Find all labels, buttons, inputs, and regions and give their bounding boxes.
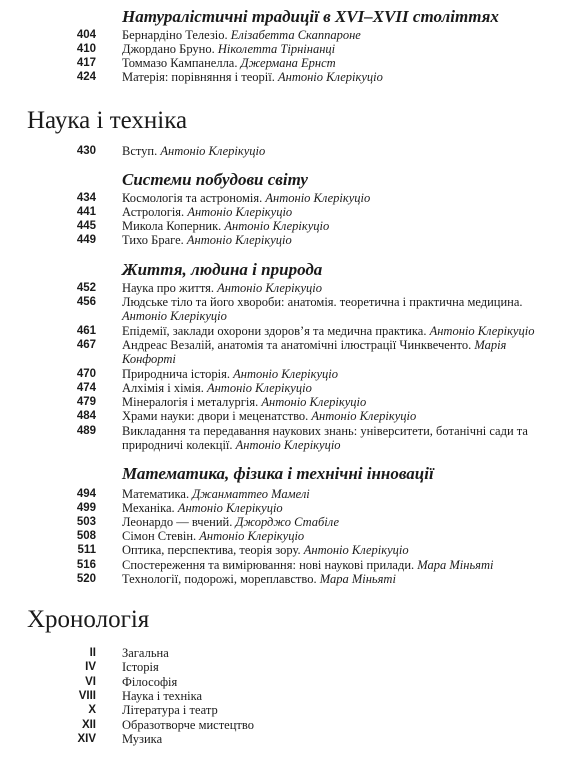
- entry-author: Антоніо Клерікуціо: [186, 233, 292, 247]
- subheading-life-man-nature: Життя, людина і природа: [122, 260, 323, 279]
- page-number: 470: [76, 368, 96, 380]
- entry-title: Природнича історія.: [122, 367, 234, 381]
- entry-text: [122, 558, 550, 572]
- entry-author: Марія Конфорті: [122, 338, 507, 367]
- entry-title: Джордано Бруно.: [122, 42, 218, 56]
- page-number: 445: [76, 220, 96, 232]
- page-number: 511: [77, 544, 96, 556]
- entry-title: Наука про життя.: [122, 281, 218, 295]
- entry-title: Храми науки: двори і меценатство.: [122, 409, 312, 423]
- entry-text: [122, 281, 550, 295]
- entry-author: Антоніо Клерікуціо: [217, 281, 323, 295]
- entry-title: Музика: [122, 732, 163, 746]
- entry-text: [122, 572, 550, 586]
- page-number: 489: [76, 425, 96, 437]
- entry-text: [122, 409, 550, 423]
- page-number: 494: [76, 488, 96, 500]
- entry-author: Джермана Ернст: [240, 56, 336, 70]
- page-number: 404: [76, 29, 96, 41]
- section-heading-science-technology: Наука і техніка: [27, 107, 188, 134]
- entry-text: [122, 424, 550, 453]
- page-number: XIV: [77, 733, 96, 745]
- entry-text: [122, 28, 550, 42]
- entry-author: Антоніо Клерікуціо: [261, 395, 367, 409]
- entry-text: [122, 515, 550, 529]
- page-number: VIII: [78, 690, 96, 702]
- entry-author: Антоніо Клерікуціо: [265, 191, 371, 205]
- entry-author: Антоніо Клерікуціо: [160, 144, 266, 158]
- entry-text: [122, 543, 550, 557]
- entry-title: Андреас Везалій, анатомія та анатомічні ілюстрації Чинквеченто.: [122, 338, 475, 352]
- entry-author: Джанматтео Мамелі: [192, 487, 310, 501]
- page-number: 474: [76, 382, 96, 394]
- page-number: XII: [81, 719, 96, 731]
- entry-text: [122, 70, 550, 84]
- page-number: 430: [76, 145, 96, 157]
- page-number: 449: [76, 234, 96, 246]
- entry-title: Загальна: [122, 646, 169, 660]
- entry-title: Спостереження та вимірювання: нові наукові прилади.: [122, 558, 418, 572]
- entry-author: Антоніо Клерікуціо: [177, 501, 283, 515]
- page-number: VI: [85, 676, 96, 688]
- page-number: 452: [76, 282, 96, 294]
- page-number: 467: [76, 339, 96, 351]
- entry-author: Антоніо Клерікуціо: [224, 219, 330, 233]
- entry-title: Тихо Браге.: [122, 233, 187, 247]
- entry-author: Антоніо Клерікуціо: [235, 438, 341, 453]
- page-number: II: [89, 647, 96, 659]
- entry-author: Антоніо Клерікуціо: [187, 205, 293, 219]
- entry-text: [122, 42, 550, 56]
- entry-text: [122, 501, 550, 515]
- subheading-world-systems: Системи побудови світу: [122, 170, 308, 189]
- entry-title: Людське тіло та його хвороби: анатомія. теоретична і практична медицина.: [122, 295, 523, 309]
- section-heading-chronology: Хронологія: [27, 606, 150, 633]
- entry-author: Джорджо Стабіле: [235, 515, 340, 529]
- page-number: 508: [76, 530, 96, 542]
- entry-author: Антоніо Клерікуціо: [233, 367, 338, 381]
- entry-author: Ніколетта Тірнінанці: [217, 42, 336, 56]
- entry-title: Оптика, перспектива, теорія зору.: [122, 543, 304, 557]
- entry-author: Мара Міньяті: [417, 558, 494, 572]
- entry-text: [122, 233, 550, 247]
- entry-author: Антоніо Клерікуціо: [429, 324, 535, 338]
- entry-text: [122, 395, 550, 409]
- page-number: 424: [76, 71, 96, 83]
- entry-text: [122, 338, 550, 367]
- entry-title: Мінералогія і металургія.: [122, 395, 262, 409]
- entry-title: Література і театр: [122, 703, 218, 717]
- page-number: 484: [76, 410, 96, 422]
- entry-text: [122, 324, 550, 338]
- entry-title: Сімон Стевін.: [122, 529, 200, 543]
- page-number: 410: [76, 43, 96, 55]
- entry-title: Матерія: порівняння і теорії.: [122, 70, 278, 84]
- entry-author: Елізабетта Скаппароне: [230, 28, 361, 42]
- entry-text: [122, 529, 550, 543]
- entry-text: [122, 56, 550, 70]
- entry-text: [122, 219, 550, 233]
- entry-author: Антоніо Клерікуціо: [199, 529, 305, 543]
- entry-title: Викладання та передавання наукових знань: університети, ботанічні сади та природничі колекції.: [122, 424, 528, 453]
- page-number: 516: [76, 559, 96, 571]
- page-number: 479: [76, 396, 96, 408]
- entry-title: Бернардіно Телезіо.: [122, 28, 231, 42]
- entry-title: Історія: [122, 660, 159, 674]
- subheading-naturalistic-traditions: Натуралістичні традиції в XVI–XVII століттях: [122, 7, 499, 26]
- entry-author: Антоніо Клерікуціо: [277, 70, 383, 84]
- entry-text: [122, 205, 550, 219]
- entry-title: Математика.: [122, 487, 193, 501]
- page-number: 499: [76, 502, 96, 514]
- page-number: 520: [76, 573, 96, 585]
- entry-title: Філософія: [122, 675, 178, 689]
- entry-author: Антоніо Клерікуціо: [303, 543, 409, 557]
- page-number: 441: [76, 206, 96, 218]
- page-number: IV: [85, 661, 96, 673]
- page-number: 461: [76, 325, 96, 337]
- subheading-math-physics: Математика, фізика і технічні інновації: [122, 464, 434, 483]
- entry-title: Алхімія і хімія.: [122, 381, 207, 395]
- entry-title: Микола Коперник.: [122, 219, 225, 233]
- entry-text: [122, 367, 550, 381]
- entry-title: Леонардо — вчений.: [122, 515, 236, 529]
- entry-title: Томмазо Кампанелла.: [122, 56, 241, 70]
- entry-text: [122, 487, 550, 501]
- entry-text: [122, 295, 550, 324]
- entry-author: Мара Міньяті: [319, 572, 396, 586]
- entry-title: Епідемії, заклади охорони здоров’я та медична практика.: [122, 324, 430, 338]
- page-number: X: [88, 704, 96, 716]
- entry-title: Механіка.: [122, 501, 178, 515]
- entry-text: [122, 144, 550, 158]
- entry-title: Наука і техніка: [122, 689, 203, 703]
- page-number: 434: [76, 192, 96, 204]
- page-number: 456: [76, 296, 96, 308]
- page-number: 417: [76, 57, 96, 69]
- entry-author: Антоніо Клерікуціо: [206, 381, 312, 395]
- entry-author: Антоніо Клерікуціо: [122, 309, 227, 324]
- entry-title: Образотворче мистецтво: [122, 718, 254, 732]
- page-number: 503: [76, 516, 96, 528]
- entry-author: Антоніо Клерікуціо: [311, 409, 417, 423]
- entry-text: [122, 191, 550, 205]
- entry-text: [122, 381, 550, 395]
- entry-title: Астрологія.: [122, 205, 188, 219]
- entry-title: Вступ.: [122, 144, 161, 158]
- entry-title: Космологія та астрономія.: [122, 191, 266, 205]
- entry-title: Технології, подорожі, мореплавство.: [122, 572, 320, 586]
